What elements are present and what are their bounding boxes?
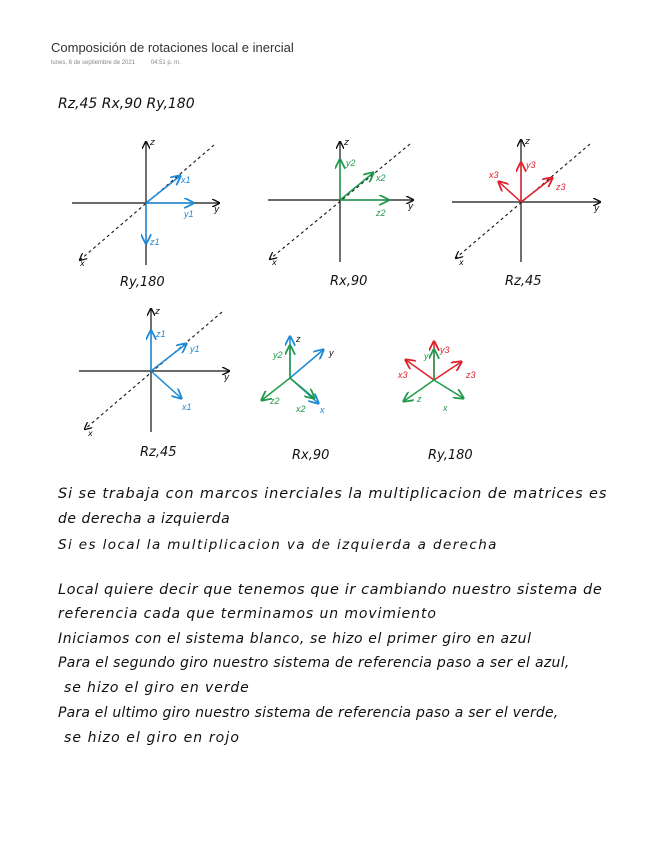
- caption-rz45: Rz,45: [140, 445, 177, 460]
- rotation-sequence-heading: Rz,45 Rx,90 Ry,180: [58, 96, 195, 112]
- blue-y-vector: [290, 350, 323, 378]
- label-y1: y1: [190, 344, 200, 354]
- label-z2: z2: [376, 208, 386, 218]
- diagram-rx90: [268, 138, 414, 289]
- note-line-3: Si es local la multiplicacion va de izquierda a derecha: [58, 537, 498, 553]
- label-y3: y3: [440, 345, 450, 355]
- caption-rx90-bottom: Rx,90: [292, 448, 330, 463]
- green-x-vector: [434, 380, 463, 398]
- blue-y1-vector: [151, 344, 186, 371]
- label-y: y: [594, 204, 600, 214]
- label-y2: y2: [346, 158, 356, 168]
- label-z: z: [296, 334, 301, 344]
- label-y2: y2: [273, 350, 283, 360]
- label-z: z: [155, 307, 160, 317]
- blue-x1-vector: [151, 371, 181, 398]
- note-line-5: referencia cada que terminamos un movimiento: [58, 606, 437, 622]
- label-x2: x2: [296, 404, 306, 414]
- label-x3: x3: [489, 170, 499, 180]
- label-z: z: [344, 138, 349, 148]
- diagram-rz45-blue: [79, 307, 230, 460]
- green-x2-vector: [290, 378, 314, 398]
- note-line-7: Para el segundo giro nuestro sistema de referencia paso a ser el azul,: [58, 655, 570, 671]
- note-line-4: Local quiere decir que tenemos que ir cambiando nuestro sistema de: [58, 582, 603, 598]
- diagram-rx90-combined: [262, 334, 334, 463]
- caption-ry180: Ry,180: [120, 275, 165, 290]
- diagram-rz45: [452, 137, 600, 289]
- red-x3-vector: [499, 182, 521, 202]
- red-z3-vector: [521, 178, 552, 202]
- label-x: x: [320, 405, 325, 415]
- label-z: z: [417, 394, 422, 404]
- label-z3: z3: [556, 182, 566, 192]
- note-line-9: Para el ultimo giro nuestro sistema de referencia paso a ser el verde,: [58, 705, 559, 721]
- label-x1: x1: [181, 175, 191, 185]
- caption-rz45-top: Rz,45: [505, 274, 542, 289]
- label-y1: y1: [184, 209, 194, 219]
- caption-rx90: Rx,90: [330, 274, 368, 289]
- label-y: y: [329, 348, 334, 358]
- red-x3-vector: [406, 360, 434, 380]
- label-x: x: [443, 403, 448, 413]
- label-x: x: [459, 258, 464, 267]
- label-x2: x2: [376, 173, 386, 183]
- diagram-ry180: [72, 138, 220, 290]
- label-z3: z3: [466, 370, 476, 380]
- green-x2-vector: [340, 173, 373, 200]
- blue-x1-vector: [146, 176, 180, 203]
- label-z2: z2: [270, 396, 280, 406]
- note-line-8: se hizo el giro en verde: [64, 680, 250, 696]
- note-line-6: Iniciamos con el sistema blanco, se hizo el primer giro en azul: [58, 631, 532, 647]
- label-x3: x3: [398, 370, 408, 380]
- label-y: y: [424, 351, 429, 361]
- page-time: 04:51 p. m.: [150, 60, 181, 66]
- label-z1: z1: [150, 237, 160, 247]
- label-y: y: [214, 205, 220, 215]
- label-z: z: [525, 137, 530, 147]
- caption-ry180-bottom: Ry,180: [428, 448, 473, 463]
- label-x: x: [272, 258, 277, 267]
- label-z: z: [150, 138, 155, 148]
- label-y: y: [224, 373, 230, 383]
- note-line-10: se hizo el giro en rojo: [64, 730, 240, 746]
- label-z1: z1: [156, 329, 166, 339]
- label-x1: x1: [182, 402, 192, 412]
- label-y: y: [408, 202, 414, 212]
- page-title: Composición de rotaciones local e inercial: [51, 40, 294, 55]
- label-x: x: [88, 429, 93, 438]
- note-line-1: Si se trabaja con marcos inerciales la multiplicacion de matrices es: [58, 486, 608, 502]
- page-date: lunes, 6 de septiembre de 2021: [51, 60, 136, 66]
- note-line-2: de derecha a izquierda: [58, 511, 231, 527]
- diagram-ry180-combined: [397, 342, 476, 463]
- label-x: x: [80, 259, 85, 268]
- red-z3-vector: [434, 362, 461, 380]
- label-y3: y3: [526, 160, 536, 170]
